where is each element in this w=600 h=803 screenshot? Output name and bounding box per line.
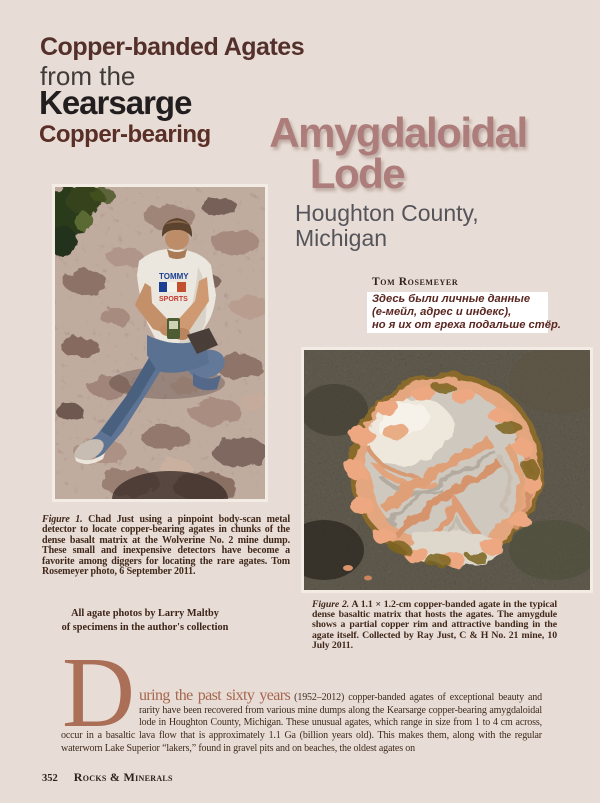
page-footer <box>42 770 173 785</box>
page-number: 352 <box>42 773 58 784</box>
figure2-caption-text: A 1.1 × 1.2-cm copper-banded agate in the typical dense basaltic matrix that hosts the agates. The amygdule shows a partial copper rim and attractive banding in the agate itself. Collected by Ray Just, C & H No. 21 mine, 10 July 2011. <box>312 599 557 651</box>
article-lead-paragraph <box>61 689 542 756</box>
photo-credit-line2: of specimens in the author's collection <box>61 621 229 633</box>
journal-title: Rocks & Minerals <box>73 770 173 784</box>
title-main <box>252 109 544 198</box>
author-byline: Tom Rosemeyer <box>372 276 459 288</box>
copper-fleck <box>343 565 353 571</box>
paragraph-text: (1952–2012) copper-banded agates of exceptional beauty and rarity have been recovered from various mine dumps along the Kearsarge copper-bearing amygdaloidal lode in Houghton County, Michigan. These unusual agates, which range in size from 1 to 4 cm across, occur in a basaltic lava flow that is approximately 1.1 Ga (billion years old). This makes them, along with the regular waterworn Lake Superior “lakers,” found in gravel pits and on beaches, the oldest agates on <box>61 692 542 754</box>
redaction-note <box>367 292 561 333</box>
title-connector: from the <box>40 61 136 91</box>
photo-credit-line1: All agate photos by Larry Maltby <box>71 608 219 619</box>
figure1-photo <box>52 184 268 502</box>
title-main-line2: Lode <box>309 150 405 198</box>
shirt-text-tommy: TOMMY <box>159 272 189 281</box>
redaction-line1: Здесь были личные данные <box>372 293 531 305</box>
figure2-photo-illustration <box>304 350 590 590</box>
figure2-caption <box>312 600 557 651</box>
dropcap-spacer <box>61 689 139 727</box>
lead-in-phrase: uring the past sixty years <box>139 687 291 704</box>
redaction-line3: но я их от греха подальше стёр. <box>372 319 561 331</box>
dropcap: D <box>62 636 135 748</box>
figure1-caption-label: Figure 1. <box>42 514 83 525</box>
title-kicker: Copper-banded Agates <box>40 33 305 61</box>
copper-fleck <box>364 576 372 581</box>
location-line1: Houghton County, <box>295 200 479 226</box>
redaction-line2: (е-мейл, адрес и индекс), <box>372 306 512 318</box>
title-lode-name: Kearsarge <box>39 84 192 121</box>
title-lode-type: Copper-bearing <box>39 121 211 148</box>
shirt-logo <box>159 272 189 303</box>
location-line2: Michigan <box>295 225 388 252</box>
figure1-caption-text: Chad Just using a pinpoint body-scan metal detector to locate copper-bearing agates in chunks of the dense basalt matrix at the Wolverine No. 2 mine dump. These small and inexpensive detectors have become a favorite among diggers for locating the rare agates. Tom Rosemeyer photo, 6 September 2011. <box>42 514 290 578</box>
photo-credit <box>40 607 250 634</box>
figure1-caption <box>42 515 290 577</box>
title-main-line1: Amygdaloidal <box>269 109 527 156</box>
figure2-caption-label: Figure 2. <box>312 599 350 610</box>
figure2-photo <box>301 347 593 593</box>
figure1-photo-illustration <box>55 187 265 499</box>
title-location <box>295 201 479 252</box>
shirt-text-sports: SPORTS <box>159 296 188 303</box>
metal-detector <box>167 318 180 339</box>
